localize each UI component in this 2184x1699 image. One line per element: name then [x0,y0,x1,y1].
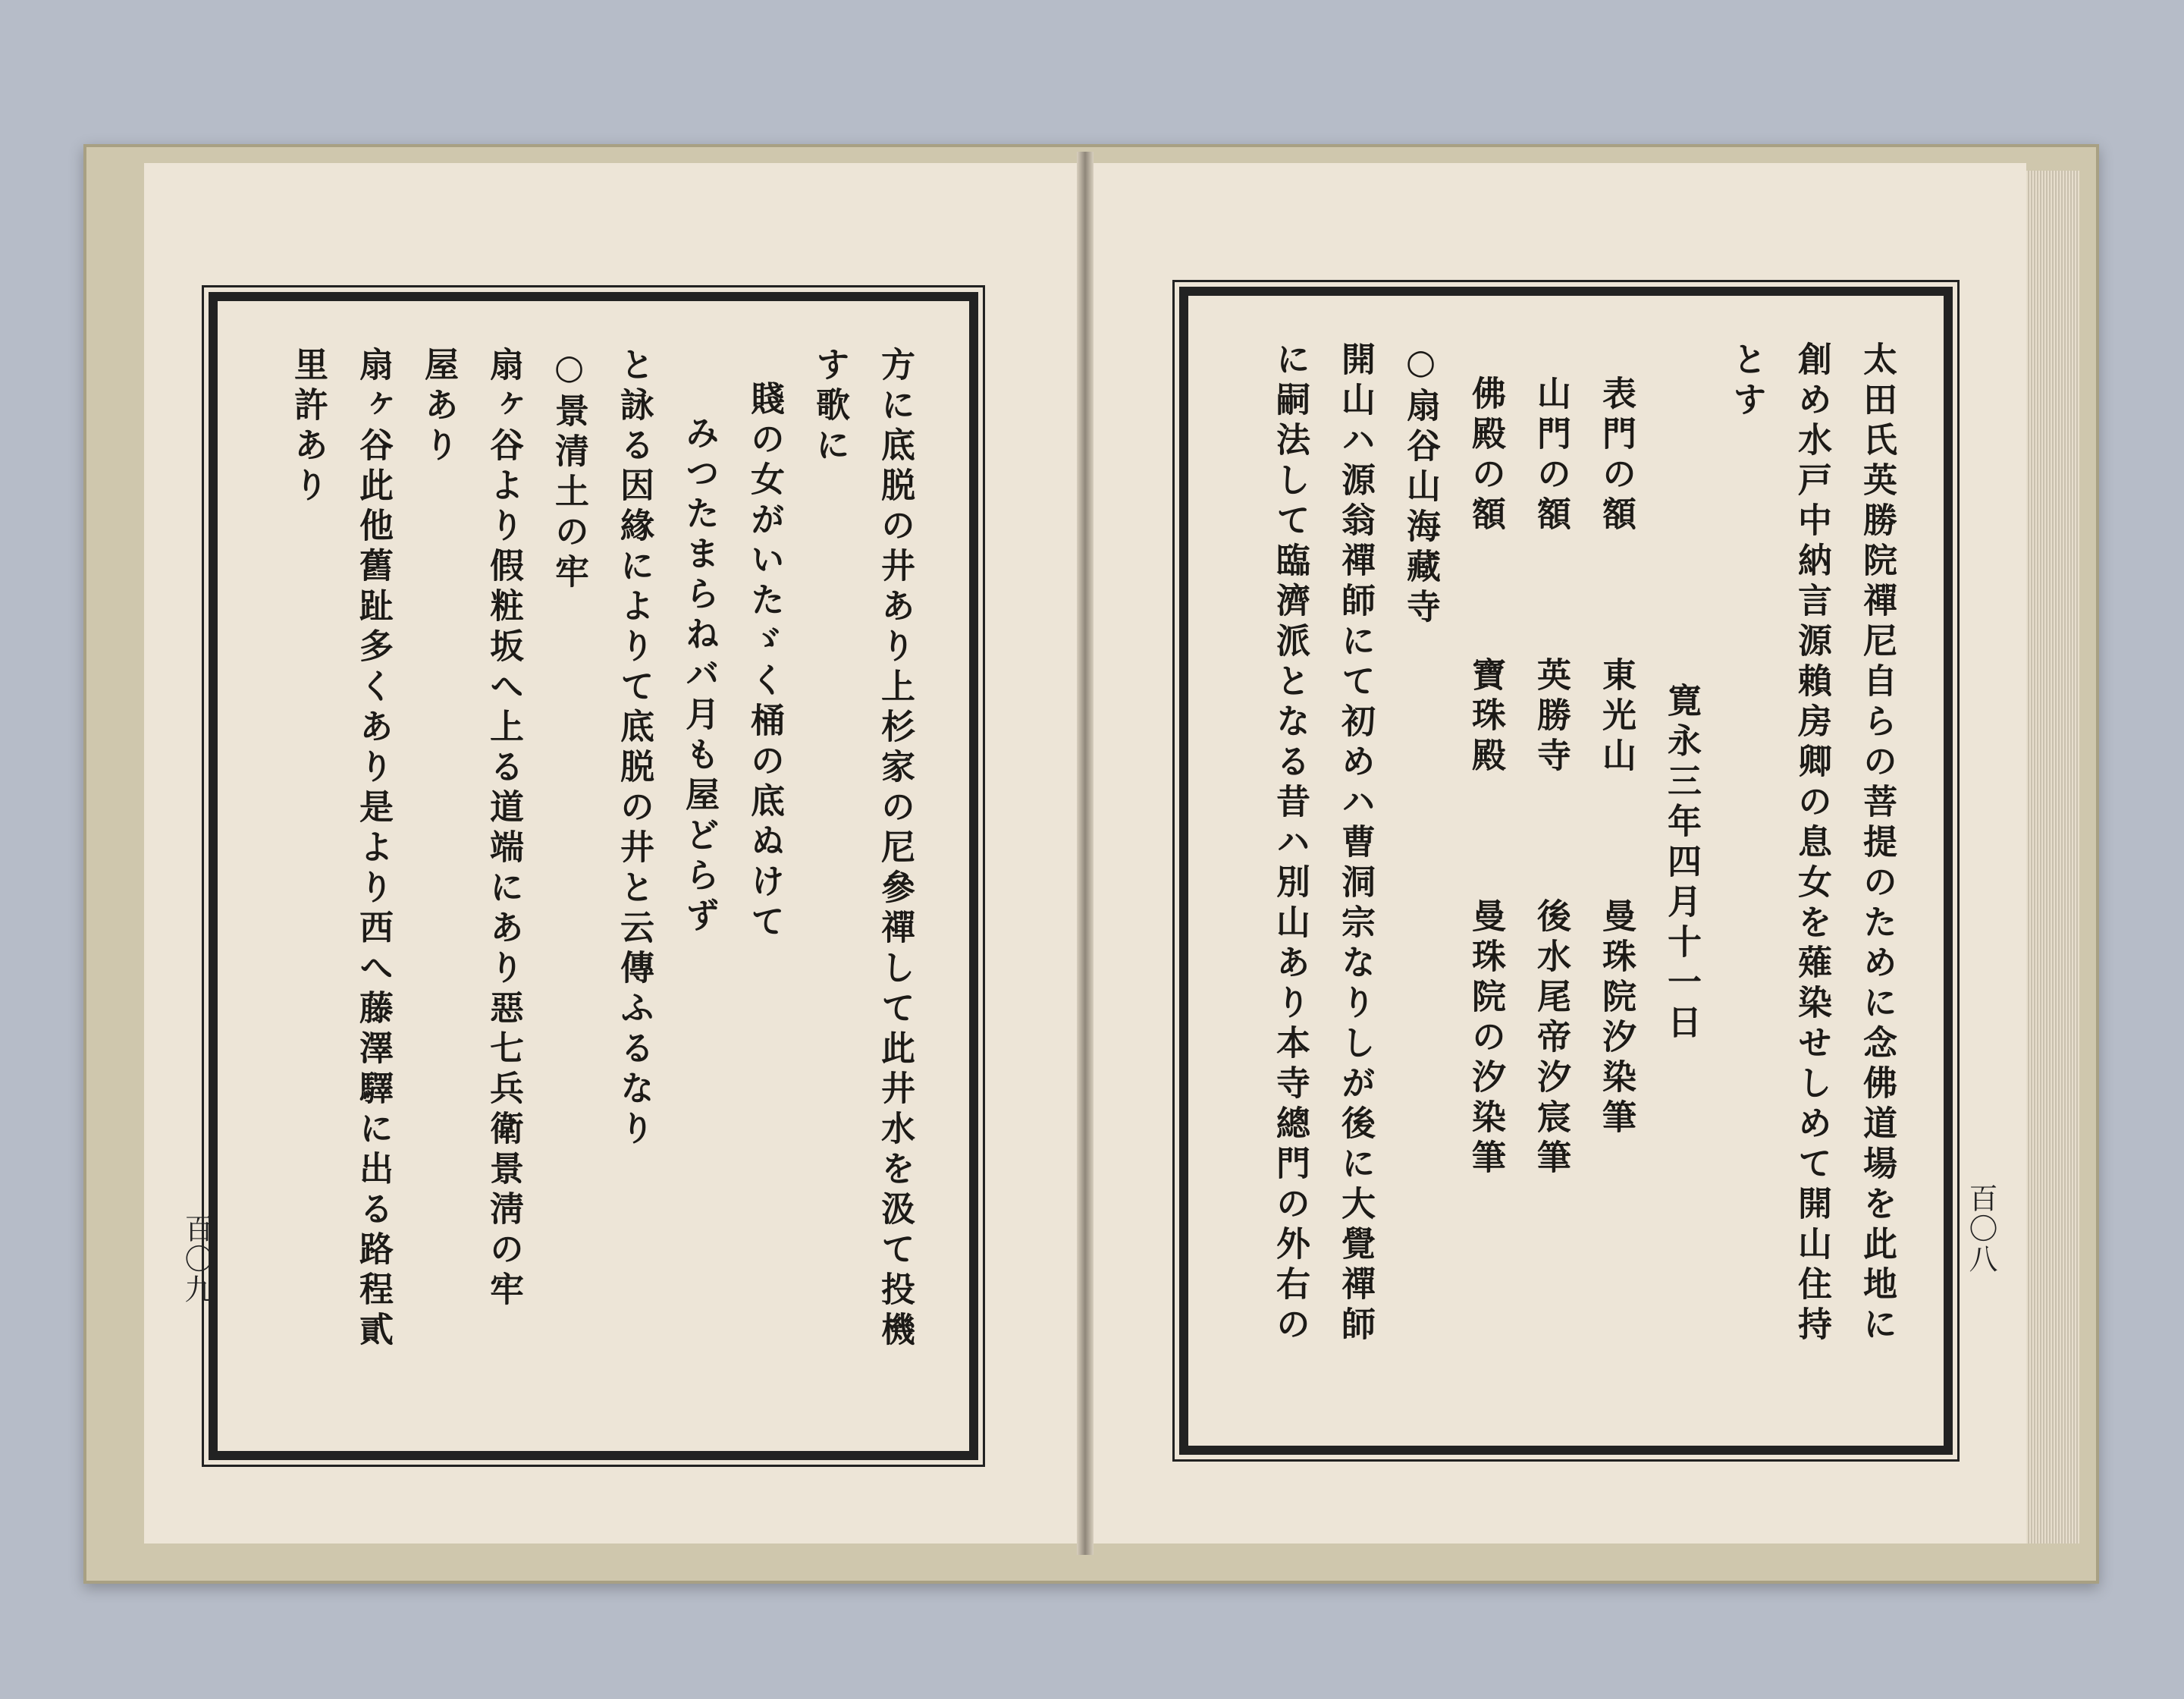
book-gutter [1077,152,1094,1555]
left-text-body [263,347,927,1421]
right-col-2: 創め水戸中納言源賴房卿の息女を薙染せしめて開山住持 [1792,341,1832,1346]
left-col-5: と詠る因緣によりて底脱の井と云傳ふるなり [614,347,654,1151]
left-col-3: 賤の女がいたゞく桶の底ぬけて [745,381,785,944]
right-col-1: 太田氏英勝院禪尼自らの菩提のために念佛道場を此地に [1857,341,1897,1346]
right-col-6: 佛殿の額 寶珠殿 曼珠院の汐染筆 [1466,375,1506,1179]
left-col-9: 扇ヶ谷此他舊趾多くあり是より西へ藤澤驛に出る路程貳 [353,347,394,1352]
left-col-7: 扇ヶ谷より假粧坂へ上る道端にあり惡七兵衛景淸の牢 [484,347,524,1311]
right-text-frame [1179,287,1953,1455]
left-col-4: みつたまらねバ月も屋どらず [679,415,720,937]
right-col-3: とす [1727,341,1767,422]
right-col-5: 山門の額 英勝寺 後水尾帝汐宸筆 [1531,375,1571,1179]
left-col-8: 屋あり [419,347,459,467]
right-col-4: 表門の額 東光山 曼珠院汐染筆 [1596,375,1636,1139]
right-page-number: 百〇八 [1964,1183,1997,1274]
right-col-7: ○扇谷山海藏寺 [1401,341,1441,629]
right-col-9: に嗣法して臨濟派となる昔ハ別山あり本寺總門の外右の [1270,341,1310,1346]
page-edges [2026,171,2079,1544]
right-col-8: 開山ハ源翁禪師にて初めハ曹洞宗なりしが後に大覺禪師 [1335,341,1376,1346]
left-col-10: 里許あり [288,347,328,507]
left-col-6: ○景清土の牢 [549,347,589,594]
right-text-body [1234,341,1909,1415]
left-col-2: す歌に [810,347,850,467]
left-page-number: 百〇九 [180,1214,213,1305]
left-col-1: 方に底脱の井あり上杉家の尼參禪して此井水を汲て投機 [875,347,915,1352]
left-text-frame [209,292,978,1460]
right-date-line: 寛永三年四月十一日 [1662,683,1702,1044]
